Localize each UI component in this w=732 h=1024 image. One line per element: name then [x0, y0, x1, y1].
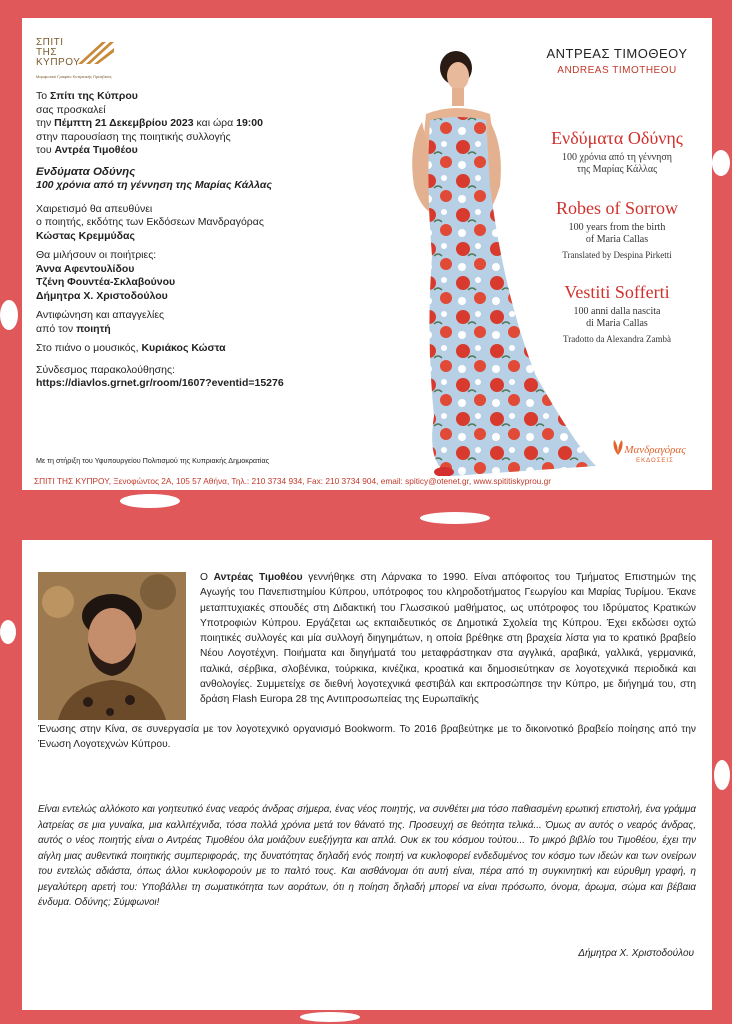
speaker-name: Άννα Αφεντουλίδου	[36, 262, 135, 275]
book-subtitle: 100 χρόνια από τη γέννηση της Μαρίας Κάλλας	[36, 179, 272, 191]
cover-subtitle-line: 100 years from the birth	[568, 222, 666, 233]
bio-panel	[22, 540, 712, 1010]
event-time: 19:00	[236, 117, 263, 129]
publisher-name: Μανδραγόρας	[624, 444, 686, 456]
reading-poet: ποιητή	[76, 322, 111, 335]
greeter-name: Κώστας Κρεμμύδας	[36, 229, 135, 242]
review-signature: Δήμητρα Χ. Χριστοδούλου	[578, 948, 694, 959]
bio-paragraph	[200, 570, 696, 708]
invite-text: την	[36, 117, 55, 129]
invite-text: σας προσκαλεί	[36, 103, 106, 116]
speaker-name: Τζένη Φουντέα-Σκλαβούνου	[36, 276, 176, 288]
publisher-logo	[610, 438, 700, 468]
cover-subtitle-line: of Maria Callas	[585, 233, 649, 245]
greeting-text: ο ποιητής, εκδότης των Εκδόσεων Μανδραγόρας	[36, 216, 264, 228]
cover-subtitle-line: της Μαρίας Κάλλας	[576, 163, 658, 175]
bio-text: γεννήθηκε στη Λάρνακα το 1990. Είναι απόφοιτος του Τμήματος Επιστημών της Αγωγής του Πανεπιστημίου Κύπρου, υπότροφος του κληροδοτήματος Γεωργίου και Μαρίας Τυρίμου. Έκανε μεταπτυχιακές σπουδές στη Διδακτική του Γλωσσικού μαθήματος, ως υπότροφος του Ιδρύματος Κρατικών Υποτροφιών Κύπρου. Εργάζεται ως εκπαιδευτικός σε Δημοτικά Σχολεία της Κύπρου. Έχει εκδώσει οχτώ ποιητικές συλλογές και μία συλλογή διηγημάτων, η οποία βρέθηκε στη βραχεία λίστα για το κρατικό βραβείο Νέου Λογοτέχνη. Ποιήματα και διηγήματά του μεταφράστηκαν στα αγγλικά, αραβικά, γαλλικά, γερμανικά, ιταλικά, σέρβικα, σλοβένικα, τούρκικα, κινέζικα, κροατικά και δημοσιεύτηκαν σε λογοτεχνικά περιοδικά και ανθολογίες. Συμμετείχε σε διεθνή λογοτεχνικά φεστιβάλ και εκπροσώπησε την Κύπρο, με διήγημά του, στη δράση Flash Europa 28 της Αντιπροσωπείας της Ευρωπαϊκής	[200, 572, 696, 706]
invite-text: στην παρουσίαση της ποιητικής συλλογής	[36, 130, 231, 143]
cover-subtitle-greek	[522, 152, 712, 175]
invite-text: του	[36, 144, 55, 156]
piano-text: Στο πιάνο ο μουσικός,	[36, 342, 142, 354]
contact-footer: ΣΠΙΤΙ ΤΗΣ ΚΥΠΡΟΥ, Ξενοφώντος 2Α, 105 57 Αθήνα, Τηλ.: 210 3734 934, Fax: 210 3734 904, email: spiticy@otenet.gr, www.spititiskyprou.gr	[34, 476, 551, 486]
cover-author-greek: ΑΝΤΡΕΑΣ ΤΙΜΟΘΕΟΥ	[546, 46, 688, 61]
invite-text: και ώρα	[193, 117, 237, 129]
stream-link[interactable]: https://diavlos.grnet.gr/room/1607?eventid=15276	[36, 377, 284, 389]
venue-name: Σπίτι της Κύπρου	[50, 90, 138, 102]
stream-label: Σύνδεσμος παρακολούθησης:	[36, 363, 175, 376]
logo-stripes-icon	[76, 40, 116, 66]
greeting-text: Χαιρετισμό θα απευθύνει	[36, 202, 153, 215]
cover-title-english: Robes of Sorrow	[556, 198, 678, 218]
cover-author-english: ANDREAS TIMOTHEOU	[557, 65, 677, 76]
cover-title-italian: Vestiti Sofferti	[564, 282, 670, 302]
invitation-panel	[22, 18, 712, 490]
bio-paragraph-continued: Ένωσης στην Κίνα, σε συνεργασία με τον λογοτεχνικό οργανισμό Bookworm. Το 2016 βραβεύτηκε με το δικοινοτικό βραβείο ποίησης από την Ένωση Λογοτεχνών Κύπρου.	[38, 724, 696, 751]
book-title: Ενδύματα Οδύνης	[36, 165, 136, 178]
logo-line3: ΚΥΠΡΟΥ	[36, 57, 81, 68]
cover-subtitle-line: di Maria Callas	[586, 317, 648, 329]
speaker-name: Δήμητρα Χ. Χριστοδούλου	[36, 289, 168, 302]
speakers-label: Θα μιλήσουν οι ποιήτριες:	[36, 249, 157, 261]
support-note: Με τη στήριξη του Υφυπουργείου Πολιτισμού της Κυπριακής Δημοκρατίας	[36, 456, 270, 465]
spiti-tis-kyprou-logo	[36, 38, 156, 86]
review-quote: Είναι εντελώς αλλόκοτο και γοητευτικό ένας νεαρός άνδρας σήμερα, ένας νέος ποιητής, να συνθέτει μια τόσο παθιασμένη ερωτική επιστολή, ένα γράμμα λατρείας σε μια γυναίκα, μια καλλιτέχνιδα, τόσα πολλά χρόνια μετά τον θάνατό της. Προσευχή σε θεότητα τελικά... Όμως αν αυτός ο νεαρός άνδρας, αυτός ο νέος ποιητής είναι ο Αντρέας Τιμοθέου όλα μοιάζουν ευεξήγητα και απλά. Ουκ εκ του κόσμου τούτου... Το μικρό βιβλίο του Τιμοθέου, έχει την αίγλη μιας αυθεντικά ποιητικής συμπεριφοράς, της δυνατότητας δηλαδή ενός ποιητή να κυκλοφορεί ενδεδυμένος τον κόσμο των ιδεών και των ονείρων του εντελώς αδιάστα, όπως άλλοι κυκλοφορούν με το παλτό τους. Και αισθάνομαι ότι αυτή είναι, πέρα από τη συγκινητική και εύρυθμη γραφή, η μεγαλύτερη αρετή του: Υποβάλλει τη σωματικότητα των αοράτων, ότι η ποίηση δηλαδή μπορεί να είναι πρόσωπο, όνομα, άρωμα, σώμα και βέβαια ένδυμα. Οδύνης; Σύμφωνοι!	[38, 804, 696, 908]
cover-translator-english: Translated by Despina Pirketti	[562, 250, 672, 260]
author-portrait	[38, 572, 186, 720]
reading-text: από τον	[36, 322, 77, 335]
cover-title-greek: Ενδύματα Οδύνης	[551, 128, 683, 148]
logo-line1: ΣΠΙΤΙ	[36, 37, 64, 48]
cover-subtitle-italian	[522, 306, 712, 329]
publisher-subtitle: ΕΚΔΟΣΕΙΣ	[636, 458, 674, 464]
cover-subtitle-english	[522, 222, 712, 245]
logo-line2: ΤΗΣ	[36, 47, 58, 58]
invite-text: Το	[36, 90, 51, 102]
logo-subtitle: Μορφωτικό Γραφείο Κυπριακής Πρεσβείας	[36, 74, 112, 79]
cover-subtitle-line: 100 χρόνια από τη γέννηση	[562, 152, 672, 163]
invitation-text	[36, 90, 366, 397]
event-date: Πέμπτη 21 Δεκεμβρίου 2023	[54, 117, 194, 129]
bio-text: Ο	[200, 572, 214, 583]
reading-text: Αντιφώνηση και απαγγελίες	[36, 309, 165, 321]
cover-subtitle-line: 100 anni dalla nascita	[573, 306, 661, 317]
cover-translator-italian: Tradotto da Alexandra Zambà	[563, 334, 671, 344]
author-name: Αντρέα Τιμοθέου	[54, 144, 138, 156]
pianist-name: Κυριάκος Κώστα	[141, 342, 226, 354]
bio-author-name: Αντρέας Τιμοθέου	[213, 572, 303, 583]
